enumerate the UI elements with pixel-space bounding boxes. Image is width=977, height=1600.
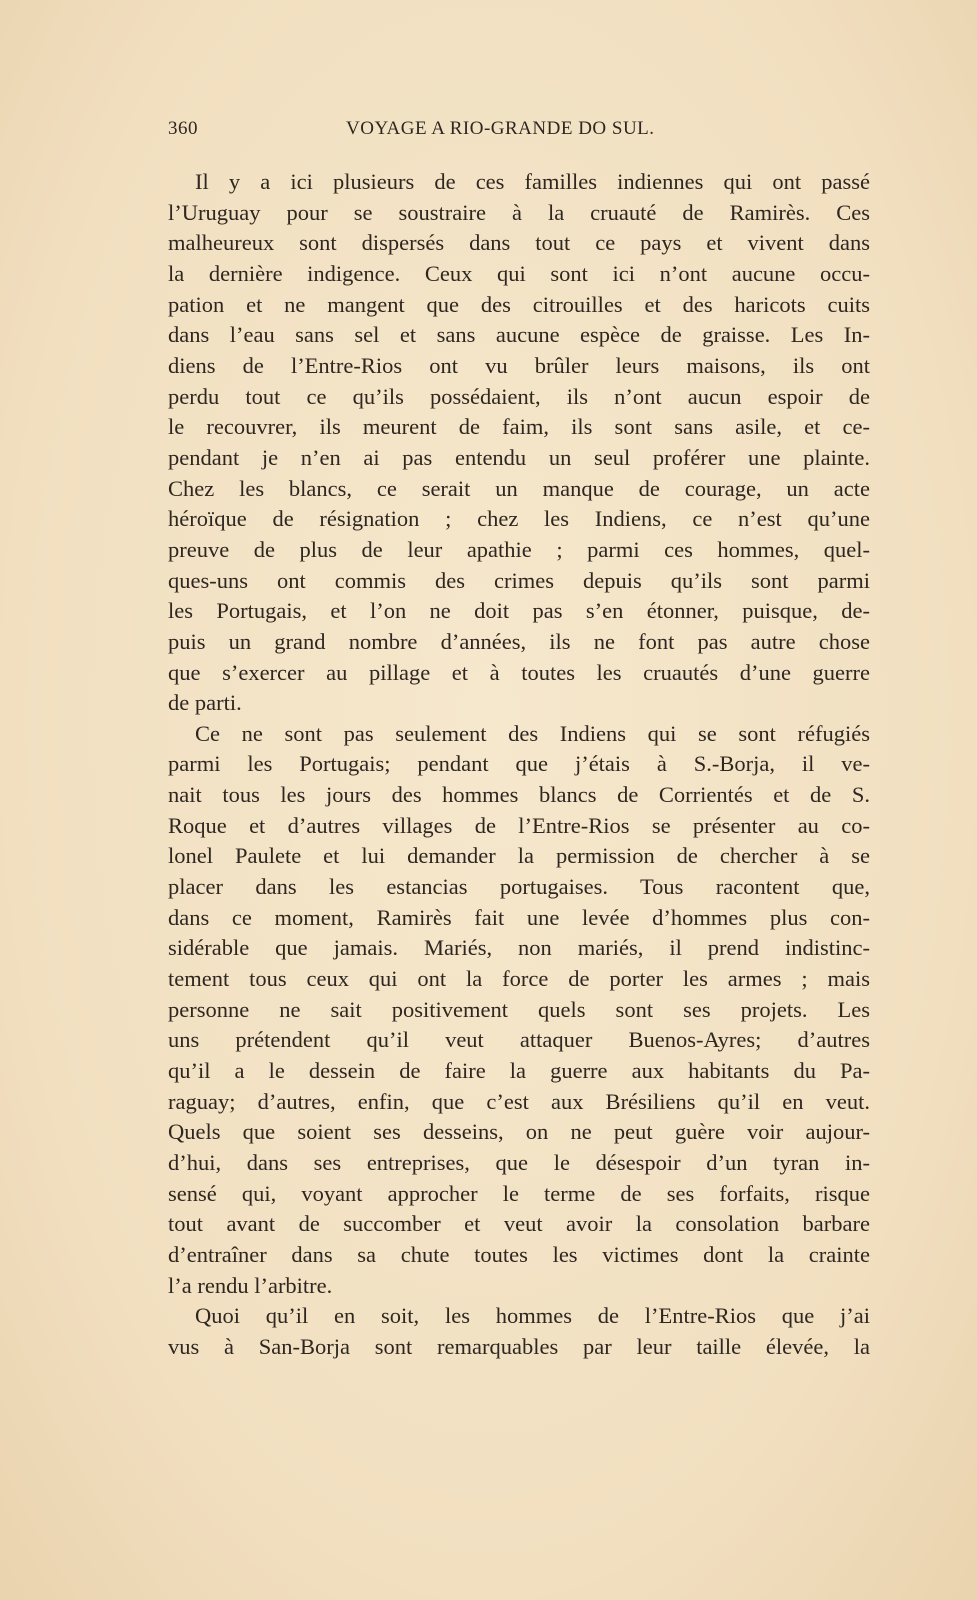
text-line: Roque et d’autres villages de l’Entre-Rios se présenter au co- (168, 812, 870, 838)
text-line: les Portugais, et l’on ne doit pas s’en étonner, puisque, de- (168, 598, 870, 624)
text-line: raguay; d’autres, enfin, que c’est aux Brésiliens qu’il en veut. (168, 1088, 870, 1114)
text-line: la dernière indigence. Ceux qui sont ici n’ont aucune occu- (168, 260, 870, 286)
text-line: dans l’eau sans sel et sans aucune espèce de graisse. Les In- (168, 322, 870, 348)
text-line: sidérable que jamais. Mariés, non mariés, il prend indistinc- (168, 935, 870, 961)
text-line: ques-uns ont commis des crimes depuis qu’ils sont parmi (168, 567, 870, 593)
page-number: 360 (168, 118, 198, 139)
text-line: malheureux sont dispersés dans tout ce pays et vivent dans (168, 230, 870, 256)
text-line: Quels que soient ses desseins, on ne peut guère voir aujour- (168, 1119, 870, 1145)
text-line: sensé qui, voyant approcher le terme de ses forfaits, risque (168, 1180, 870, 1206)
text-line: pendant je n’en ai pas entendu un seul proférer une plainte. (168, 444, 870, 470)
body-text (168, 167, 870, 1363)
text-line: l’a rendu l’arbitre. (168, 1272, 333, 1298)
text-line: nait tous les jours des hommes blancs de Corrientés et de S. (168, 782, 870, 808)
text-line: l’Uruguay pour se soustraire à la cruauté de Ramirès. Ces (168, 199, 870, 225)
text-line: tement tous ceux qui ont la force de porter les armes ; mais (168, 966, 870, 992)
page-header (168, 118, 870, 144)
text-line: dans ce moment, Ramirès fait une levée d’hommes plus con- (168, 904, 870, 930)
text-line: parmi les Portugais; pendant que j’étais à S.-Borja, il ve- (168, 751, 870, 777)
running-title: VOYAGE A RIO-GRANDE DO SUL. (346, 118, 655, 139)
text-line: d’hui, dans ses entreprises, que le désespoir d’un tyran in- (168, 1150, 870, 1175)
text-line: que s’exercer au pillage et à toutes les cruautés d’une guerre (168, 659, 870, 685)
text-line: vus à San-Borja sont remarquables par leur taille élevée, la (168, 1333, 870, 1359)
text-line: Il y a ici plusieurs de ces familles indiennes qui ont passé (195, 169, 870, 194)
text-line: héroïque de résignation ; chez les Indiens, ce n’est qu’une (168, 506, 870, 532)
text-line: personne ne sait positivement quels sont ses projets. Les (168, 996, 870, 1022)
text-line: uns prétendent qu’il veut attaquer Buenos-Ayres; d’autres (168, 1027, 870, 1053)
text-line: qu’il a le dessein de faire la guerre aux habitants du Pa- (168, 1058, 870, 1084)
text-line: diens de l’Entre-Rios ont vu brûler leurs maisons, ils ont (168, 352, 870, 378)
text-line: perdu tout ce qu’ils possédaient, ils n’ont aucun espoir de (168, 383, 870, 409)
text-line: de parti. (168, 690, 242, 716)
text-line: pation et ne mangent que des citrouilles et des haricots cuits (168, 291, 870, 317)
text-line: tout avant de succomber et veut avoir la consolation barbare (168, 1211, 870, 1237)
text-line: puis un grand nombre d’années, ils ne font pas autre chose (168, 628, 870, 654)
text-line: Ce ne sont pas seulement des Indiens qui se sont réfugiés (195, 720, 870, 746)
text-line: lonel Paulete et lui demander la permission de chercher à se (168, 843, 870, 869)
text-line: Chez les blancs, ce serait un manque de courage, un acte (168, 475, 870, 501)
text-line: Quoi qu’il en soit, les hommes de l’Entre-Rios que j’ai (195, 1303, 870, 1329)
text-line: le recouvrer, ils meurent de faim, ils sont sans asile, et ce- (168, 414, 870, 440)
text-line: placer dans les estancias portugaises. Tous racontent que, (168, 874, 870, 900)
text-line: d’entraîner dans sa chute toutes les victimes dont la crainte (168, 1241, 870, 1267)
text-line: preuve de plus de leur apathie ; parmi ces hommes, quel- (168, 536, 870, 562)
